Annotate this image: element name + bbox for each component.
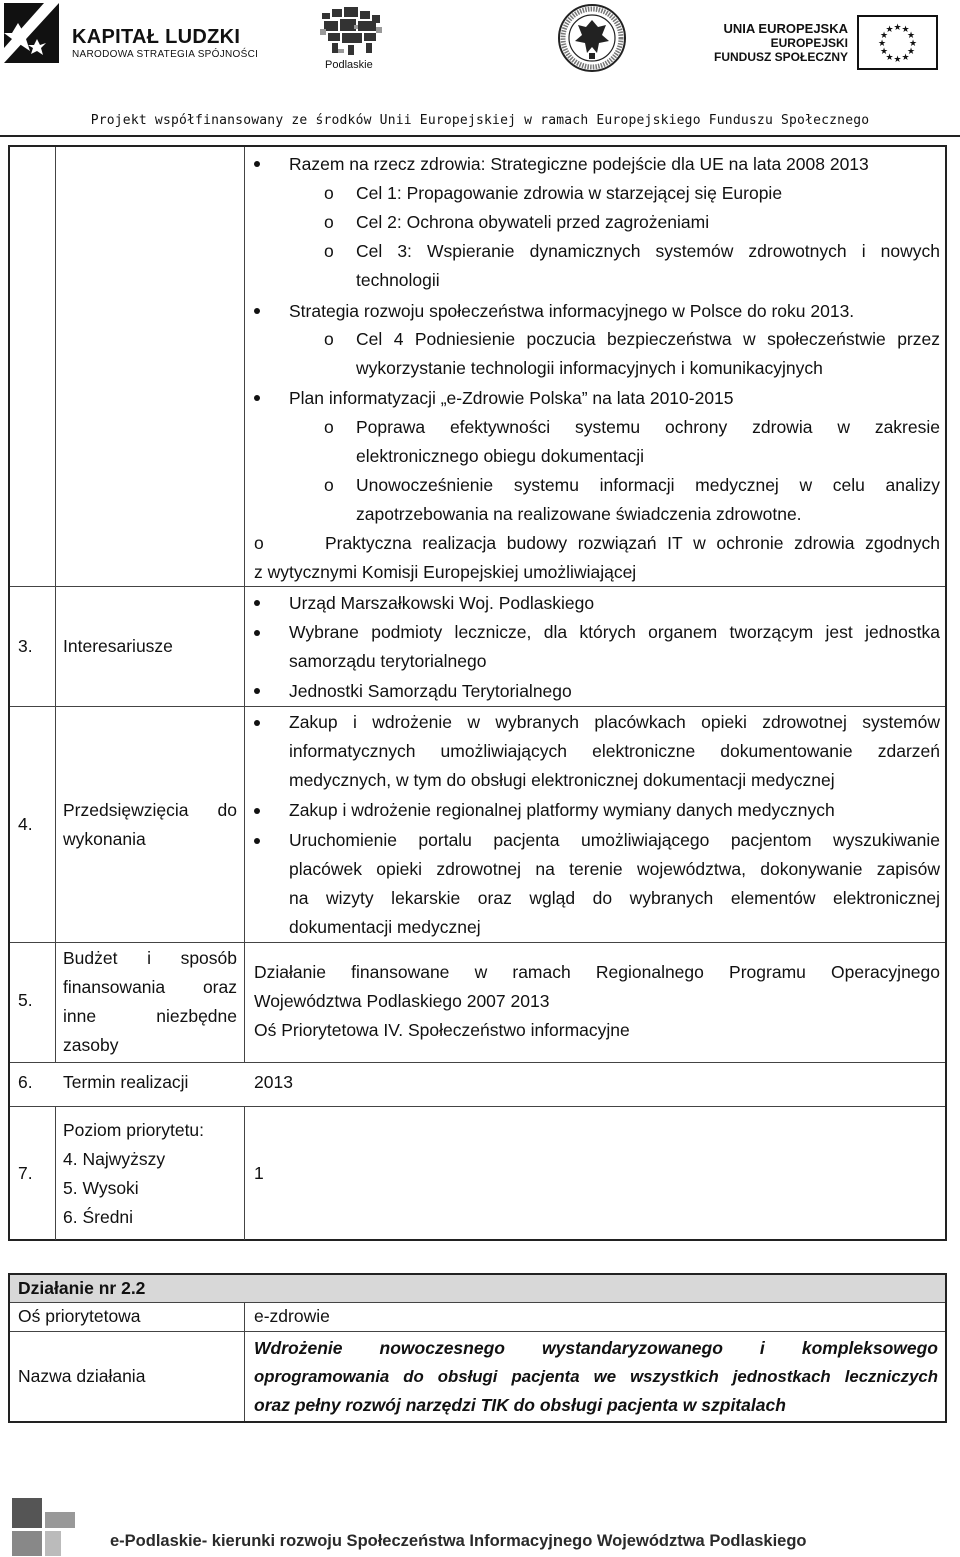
row-5-label-line-3: inne niezbędne: [63, 1006, 237, 1026]
bullet-icon: [254, 161, 260, 167]
practical-implementation-line-2: z wytycznymi Komisji Europejskiej umożliwiającej: [254, 562, 637, 582]
row-divider-4: [10, 706, 945, 707]
action-row-divider-2: [10, 1331, 945, 1332]
funding-line-1: Działanie finansowane w ramach Regionalnego Programu Operacyjnego: [254, 962, 940, 982]
ehealth-goal-2-line-2: zapotrzebowania na realizowane świadczenia zdrowotne.: [356, 504, 802, 524]
task-1-line-3: medycznych, w tym do obsługi elektronicznej dokumentacji medycznej: [289, 770, 835, 790]
row-4-label-line-1: Przedsięwzięcia do: [63, 800, 237, 820]
action-name-line-3: oraz pełny rozwój narzędzi TIK do obsługi pacjenta w szpitalach: [254, 1395, 786, 1415]
eu-fund-line-1: EUROPEJSKI: [770, 36, 848, 50]
eu-fund-line-2: FUNDUSZ SPOŁECZNY: [713, 50, 848, 64]
sub-bullet-icon: o: [324, 212, 334, 232]
row-divider-7: [10, 1106, 945, 1107]
svg-text:★: ★: [877, 39, 887, 49]
row-divider-6: [10, 1062, 945, 1063]
sub-bullet-icon: o: [324, 475, 334, 495]
row-6-number: 6.: [18, 1072, 33, 1092]
bullet-icon: [254, 308, 260, 314]
row-7-label-line-1: Poziom priorytetu:: [63, 1120, 205, 1140]
task-3-line-2: placówek opieki zdrowotnej na terenie województwa, dokonywanie zapisów: [289, 859, 940, 879]
task-1-line-1: Zakup i wdrożenie w wybranych placówkach opieki zdrowotnej systemów: [289, 712, 940, 732]
row-5-label-line-1: Budżet i sposób: [63, 948, 237, 968]
svg-text:★: ★: [893, 23, 902, 33]
goal-4-line-2: wykorzystanie technologii informacyjnych i komunikacyjnych: [356, 358, 823, 378]
ehealth-goal-2-line-1: Unowocześnienie systemu informacji medycznej w celu analizy: [356, 475, 940, 495]
stakeholder-1: Urząd Marszałkowski Woj. Podlaskiego: [289, 593, 595, 613]
row-5-label-line-2: finansowania oraz: [63, 977, 237, 997]
bullet-icon: [254, 395, 260, 401]
row-3-number: 3.: [18, 636, 33, 656]
row-3-label: Interesariusze: [63, 636, 173, 656]
action-col-divider: [244, 1302, 245, 1421]
stakeholder-2-line-2: samorządu terytorialnego: [289, 651, 487, 671]
project-cofinancing-note: Projekt współfinansowany ze środków Unii Europejskiej w ramach Europejskiego Funduszu Społecznego: [90, 113, 870, 128]
action-name-label: Nazwa działania: [18, 1366, 146, 1386]
row-7-number: 7.: [18, 1163, 33, 1183]
svg-text:★: ★: [885, 25, 894, 35]
strategy-eu-health: Razem na rzecz zdrowia: Strategiczne podejście dla UE na lata 2008 2013: [289, 154, 869, 174]
svg-text:★: ★: [885, 53, 894, 63]
goal-3-line-2: technologii: [356, 270, 440, 290]
row-4-label-line-2: wykonania: [63, 829, 146, 849]
strategy-information-society: Strategia rozwoju społeczeństwa informacyjnego w Polsce do roku 2013.: [289, 301, 855, 321]
sub-bullet-icon: o: [324, 417, 334, 437]
svg-text:★: ★: [879, 31, 889, 41]
task-2: Zakup i wdrożenie regionalnej platformy wymiany danych medycznych: [289, 800, 835, 820]
goal-4-line-1: Cel 4 Podniesienie poczucia bezpieczeństwa w społeczeństwie przez: [356, 329, 940, 349]
ehealth-plan: Plan informatyzacji „e-Zdrowie Polska” na lata 2010-2015: [289, 388, 734, 408]
eu-title: UNIA EUROPEJSKA: [723, 21, 848, 36]
bullet-icon: [254, 600, 260, 606]
col-divider-2b: [244, 1106, 245, 1240]
goal-2: Cel 2: Ochrona obywateli przed zagrożeniami: [356, 212, 710, 232]
bullet-icon: [254, 630, 260, 636]
sub-bullet-icon: o: [324, 183, 334, 203]
header-divider: [0, 135, 960, 137]
action-row-divider-1: [10, 1302, 945, 1303]
goal-1: Cel 1: Propagowanie zdrowia w starzejącej się Europie: [356, 183, 783, 203]
svg-text:★: ★: [908, 39, 918, 49]
funding-line-3: Oś Priorytetowa IV. Społeczeństwo informacyjne: [254, 1020, 630, 1040]
stakeholder-3: Jednostki Samorządu Terytorialnego: [289, 681, 572, 701]
task-3-line-4: dokumentacji medycznej: [289, 917, 481, 937]
action-name-line-1: Wdrożenie nowoczesnego wystandaryzowanego i kompleksowego: [254, 1338, 938, 1358]
ehealth-goal-1-line-1: Poprawa efektywności systemu ochrony zdrowia w zakresie: [356, 417, 940, 437]
bialystok-seal-logo: [557, 3, 627, 73]
row-7-label-line-4: 6. Średni: [63, 1207, 134, 1227]
footer-title: e-Podlaskie- kierunki rozwoju Społeczeństwa Informacyjnego Województwa Podlaskiego: [110, 1532, 807, 1550]
row-4-number: 4.: [18, 814, 33, 834]
ehealth-goal-1-line-2: elektronicznego obiegu dokumentacji: [356, 446, 644, 466]
podlaskie-bison-logo: [318, 5, 384, 57]
bullet-icon: [254, 720, 260, 726]
e-podlaskie-logo: [12, 1498, 75, 1556]
axis-label: Oś priorytetowa: [18, 1306, 141, 1326]
svg-text:★: ★: [879, 47, 889, 57]
goal-3-line-1: Cel 3: Wspieranie dynamicznych systemów zdrowotnych i nowych: [356, 241, 940, 261]
kapital-ludzki-title: KAPITAŁ LUDZKI: [72, 26, 241, 48]
sub-bullet-icon: o: [254, 533, 264, 553]
svg-text:★: ★: [901, 53, 910, 63]
row-7-label-line-3: 5. Wysoki: [63, 1178, 139, 1198]
bullet-icon: [254, 808, 260, 814]
funding-line-2: Województwa Podlaskiego 2007 2013: [254, 991, 550, 1011]
bullet-icon: [254, 838, 260, 844]
row-5-number: 5.: [18, 990, 33, 1010]
row-6-label: Termin realizacji: [63, 1072, 189, 1092]
task-3-line-3: na wizyty lekarskie oraz wgląd do wybranych elementów elektronicznej: [289, 888, 940, 908]
row-6-value: 2013: [254, 1072, 293, 1092]
sub-bullet-icon: o: [324, 329, 334, 349]
action-name-line-2: oprogramowania do obsługi pacjenta we wszystkich jednostkach leczniczych: [254, 1367, 938, 1386]
eu-flag-icon: [857, 15, 938, 70]
row-7-label-line-2: 4. Najwyższy: [63, 1149, 166, 1169]
kapital-ludzki-subtitle: NARODOWA STRATEGIA SPÓJNOŚCI: [72, 49, 259, 60]
axis-value: e-zdrowie: [254, 1306, 330, 1326]
col-divider-2: [244, 147, 245, 1062]
svg-text:★: ★: [906, 47, 916, 57]
col-divider-1b: [55, 1106, 56, 1240]
eu-text-block: [714, 22, 848, 64]
col-divider-1: [55, 147, 56, 1062]
podlaskie-label: Podlaskie: [325, 59, 373, 71]
practical-implementation-line-1: Praktyczna realizacja budowy rozwiązań IT w ochronie zdrowia zgodnych: [325, 533, 940, 553]
row-5-label-line-4: zasoby: [63, 1035, 119, 1055]
action-title: Działanie nr 2.2: [18, 1278, 146, 1298]
row-divider-5: [10, 942, 945, 943]
stakeholder-2-line-1: Wybrane podmioty lecznicze, dla których organem tworzącym jest jednostka: [289, 622, 940, 642]
kapital-ludzki-logo: [4, 3, 59, 63]
svg-text:★: ★: [901, 25, 910, 35]
bullet-icon: [254, 688, 260, 694]
task-1-line-2: informatycznych umożliwiających elektroniczne dokumentowanie zdarzeń: [289, 741, 940, 761]
svg-text:★: ★: [906, 31, 916, 41]
task-3-line-1: Uruchomienie portalu pacjenta umożliwiającego pacjentom wyszukiwanie: [289, 830, 940, 850]
svg-text:★: ★: [893, 55, 902, 65]
row-7-value: 1: [254, 1163, 264, 1183]
sub-bullet-icon: o: [324, 241, 334, 261]
